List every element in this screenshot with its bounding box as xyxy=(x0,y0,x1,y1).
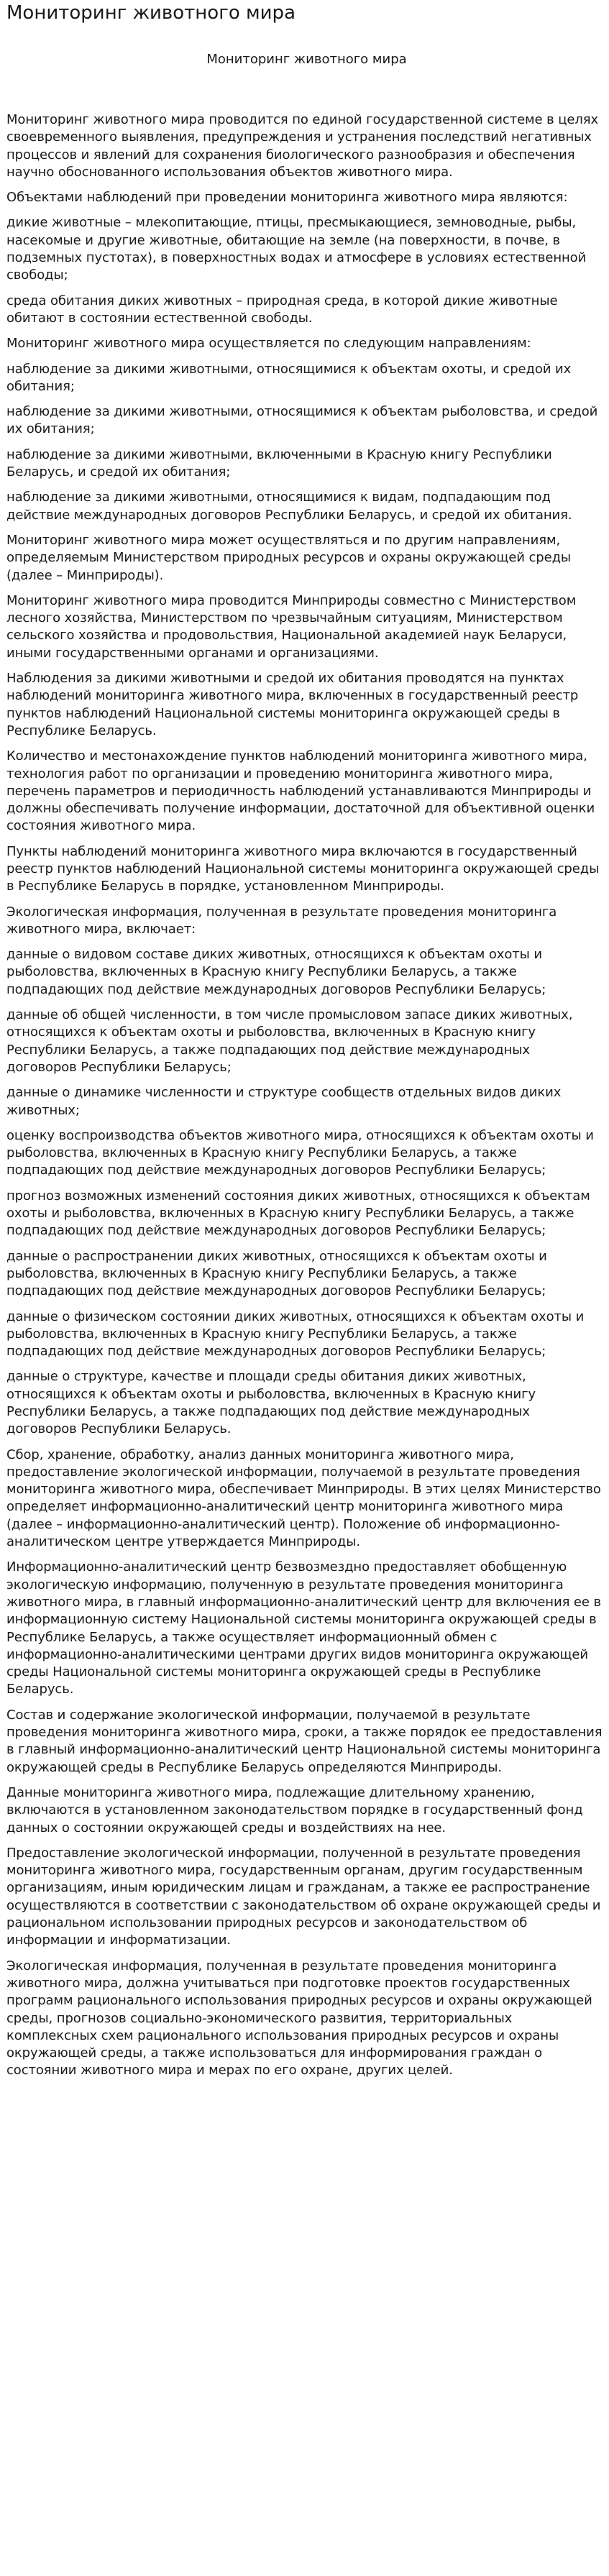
paragraph-28: Предоставление экологической информации, полученной в результате проведения мониторинга животного мира, государственным органам, другим государственным организациям, иным юридическим лицам и гражданам, а также ее распространение осуществляются в соответствии с законодательством об охране окружающей среды и рациональном использовании природных ресурсов и законодательством об информации и информатизации. xyxy=(6,1845,601,1948)
paragraph-16: данные о видовом составе диких животных, относящихся к объектам охоты и рыболовства, включенных в Красную книгу Республики Беларусь, а также подпадающих под действие международных договоров Республики Беларусь; xyxy=(6,947,546,997)
paragraph-26: Состав и содержание экологической информации, получаемой в результате проведения мониторинга животного мира, сроки, а также порядок ее предоставления в главный информационно-аналитический центр Национальной системы мониторинга окружающей среды в Республике Беларусь определяются Минприроды. xyxy=(6,1707,603,1775)
paragraph-12: Наблюдения за дикими животными и средой их обитания проводятся на пунктах наблюдений мониторинга животного мира, включенных в государственный реестр пунктов наблюдений Национальной системы мониторинга окружающей среды в Республике Беларусь. xyxy=(6,671,579,738)
paragraph-11: Мониторинг животного мира проводится Минприроды совместно с Министерством лесного хозяйства, Министерством по чрезвычайным ситуациям, Министерством сельского хозяйства и продовольствия, Национальной академией наук Беларуси, иными государственными органами и организациями. xyxy=(6,592,577,661)
paragraph-6: наблюдение за дикими животными, относящимися к объектам охоты, и средой их обитания; xyxy=(6,361,572,394)
paragraph-9: наблюдение за дикими животными, относящимися к видам, подпадающим под действие международных договоров Республики Беларусь, и средой их обитания. xyxy=(6,490,572,523)
page-title: Мониторинг животного мира xyxy=(6,2,296,24)
paragraph-4: среда обитания диких животных – природная среда, в которой дикие животные обитают в состоянии естественной свободы. xyxy=(6,293,558,326)
paragraph-8: наблюдение за дикими животными, включенными в Красную книгу Республики Беларусь, и средой их обитания; xyxy=(6,446,552,480)
paragraph-3: дикие животные – млекопитающие, птицы, пресмыкающиеся, земноводные, рыбы, насекомые и другие животные, обитающие на земле (на поверхности, в почве, в подземных пустотах), в поверхностных водах и атмосфере в условиях естественной свободы; xyxy=(6,215,587,283)
paragraph-19: оценку воспроизводства объектов животного мира, относящихся к объектам охоты и рыболовства, включенных в Красную книгу Республики Беларусь, а также подпадающих под действие международных договоров Республики Беларусь; xyxy=(6,1127,594,1178)
paragraph-17: данные об общей численности, в том числе промысловом запасе диких животных, относящихся к объектам охоты и рыболовства, включенных в Красную книгу Республики Беларусь, а также подпадающих под действие международных договоров Республики Беларусь; xyxy=(6,1007,573,1075)
document-body xyxy=(6,111,603,2080)
paragraph-21: данные о распространении диких животных, относящихся к объектам охоты и рыболовства, включенных в Красную книгу Республики Беларусь, а также подпадающих под действие международных договоров Республики Беларусь; xyxy=(6,1248,547,1299)
paragraph-18: данные о динамике численности и структуре сообществ отдельных видов диких животных; xyxy=(6,1085,562,1118)
paragraph-25: Информационно-аналитический центр безвозмездно предоставляет обобщенную экологическую информацию, полученную в результате проведения мониторинга животного мира, в главный информационно-аналитический центр для включения ее в информационную систему Национальной системы мониторинга окружающей среды в Республике Беларусь, а также осуществляет информационный обмен с информационно-аналитическими центрами других видов мониторинга окружающей среды Национальной системы мониторинга окружающей среды в Республике Беларусь. xyxy=(6,1559,601,1697)
paragraph-23: данные о структуре, качестве и площади среды обитания диких животных, относящихся к объектам охоты и рыболовства, включенных в Красную книгу Республики Беларусь, а также подпадающих под действие международных договоров Республики Беларусь. xyxy=(6,1369,536,1437)
paragraph-13: Количество и местонахождение пунктов наблюдений мониторинга животного мира, технология работ по организации и проведению мониторинга животного мира, перечень параметров и периодичность наблюдений устанавливаются Минприроды и должны обеспечивать получение информации, достаточной для объективной оценки состояния животного мира. xyxy=(6,748,595,834)
paragraph-2: Объектами наблюдений при проведении мониторинга животного мира являются: xyxy=(6,190,568,206)
paragraph-27: Данные мониторинга животного мира, подлежащие длительному хранению, включаются в установленном законодательством порядке в государственный фонд данных о состоянии окружающей среды и воздействиях на нее. xyxy=(6,1784,583,1835)
paragraph-7: наблюдение за дикими животными, относящимися к объектам рыболовства, и средой их обитания; xyxy=(6,404,598,437)
paragraph-15: Экологическая информация, полученная в результате проведения мониторинга животного мира, включает: xyxy=(6,904,557,937)
paragraph-22: данные о физическом состоянии диких животных, относящихся к объектам охоты и рыболовства, включенных в Красную книгу Республики Беларусь, а также подпадающих под действие международных договоров Республики Беларусь; xyxy=(6,1308,585,1360)
paragraph-24: Сбор, хранение, обработку, анализ данных мониторинга животного мира, предоставление экологической информации, получаемой в результате проведения мониторинга животного мира, обеспечивает Минприроды. В этих целях Министерство определяет информационно-аналитический центр мониторинга животного мира (далее – информационно-аналитический центр). Положение об информационно-аналитическом центре утверждается Минприроды. xyxy=(6,1447,601,1550)
paragraph-5: Мониторинг животного мира осуществляется по следующим направлениям: xyxy=(6,336,531,352)
paragraph-10: Мониторинг животного мира может осуществляться и по другим направлениям, определяемым Министерством природных ресурсов и охраны окружающей среды (далее – Минприроды). xyxy=(6,532,572,583)
document-heading: Мониторинг животного мира xyxy=(206,52,407,67)
paragraph-29: Экологическая информация, полученная в результате проведения мониторинга животного мира, должна учитываться при подготовке проектов государственных программ рационального использования природных ресурсов и охраны окружающей среды, прогнозов социально-экономического развития, территориальных комплексных схем рационального использования природных ресурсов и охраны окружающей среды, а также использоваться для информирования граждан о состоянии животного мира и мерах по его охране, других целей. xyxy=(6,1958,592,2078)
paragraph-14: Пункты наблюдений мониторинга животного мира включаются в государственный реестр пунктов наблюдений Национальной системы мониторинга окружающей среды в Республике Беларусь в порядке, установленном Минприроды. xyxy=(6,843,600,894)
paragraph-1: Мониторинг животного мира проводится по единой государственной системе в целях своевременного выявления, предупреждения и устранения последствий негативных процессов и явлений для сохранения биологического разнообразия и обеспечения научно обоснованного использования объектов животного мира. xyxy=(6,112,599,180)
paragraph-20: прогноз возможных изменений состояния диких животных, относящихся к объектам охоты и рыболовства, включенных в Красную книгу Республики Беларусь, а также подпадающих под действие международных договоров Республики Беларусь; xyxy=(6,1188,590,1239)
